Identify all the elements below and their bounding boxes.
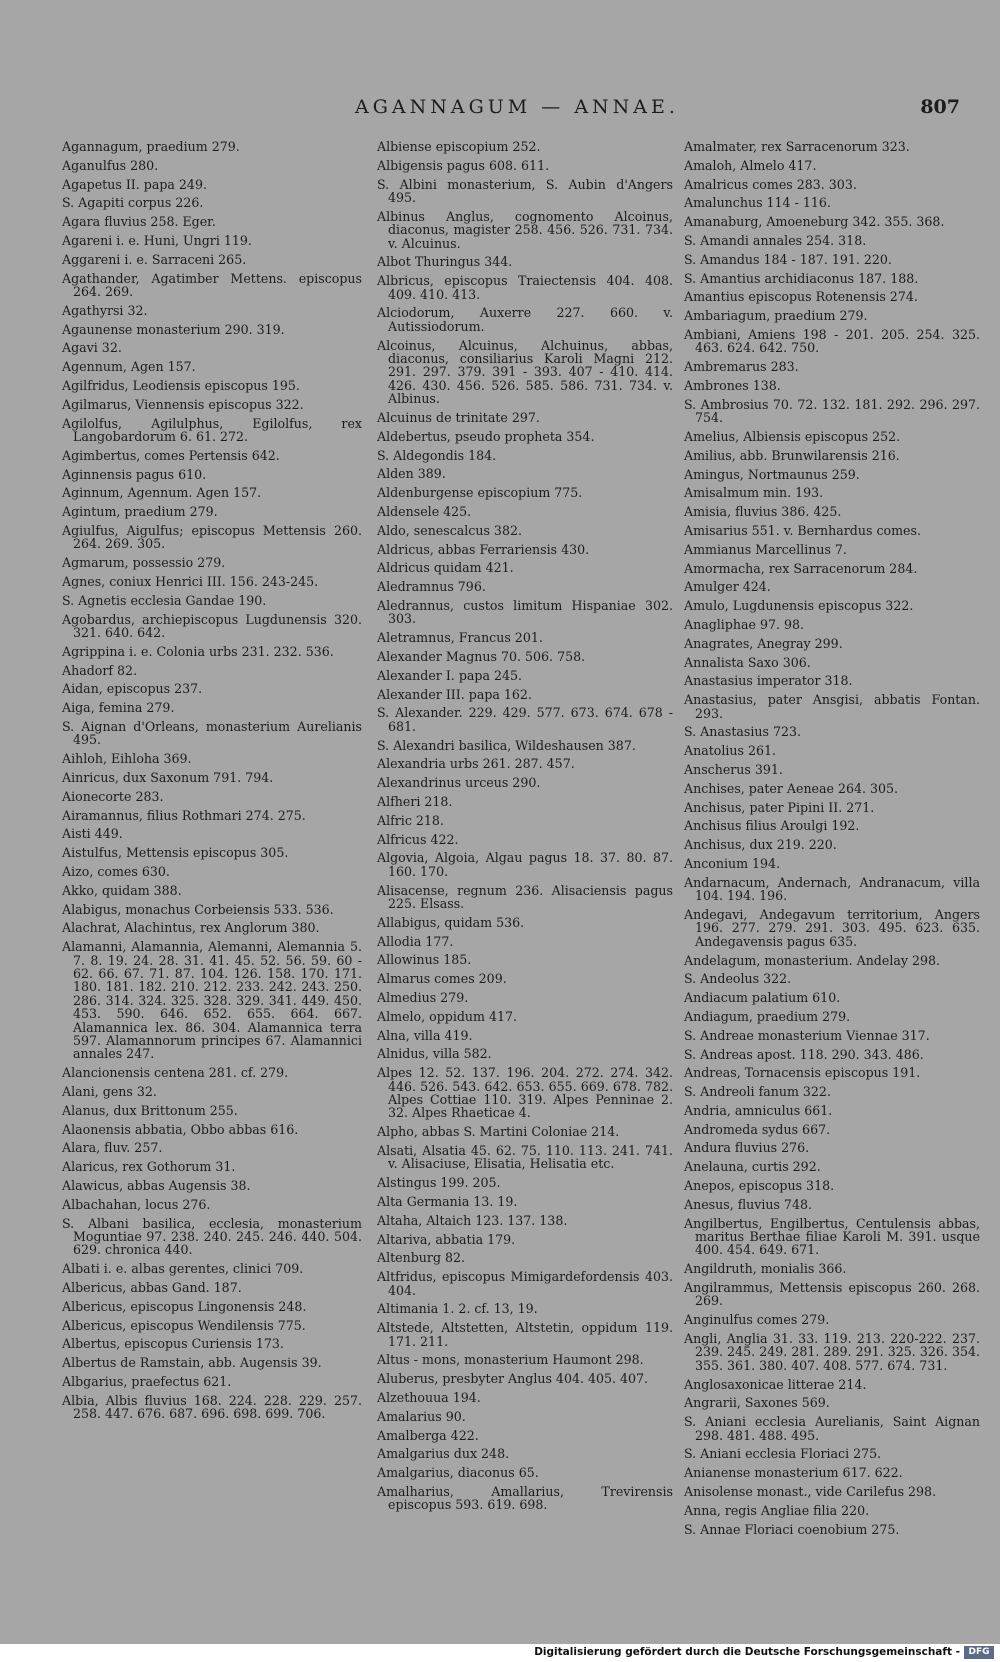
index-column-3 xyxy=(684,140,980,1541)
index-entry: Ambrones 138. xyxy=(684,377,781,393)
index-entry: Agilmarus, Viennensis episcopus 322. xyxy=(62,396,304,412)
footer xyxy=(0,1644,1000,1662)
index-entry: Agathyrsi 32. xyxy=(62,302,148,318)
index-entry: Aluberus, presbyter Anglus 404. 405. 407. xyxy=(377,1371,649,1387)
index-entry: Albot Thuringus 344. xyxy=(377,254,513,270)
index-entry: Agintum, praedium 279. xyxy=(62,504,218,520)
index-entry: S. Andreas apost. 118. 290. 343. 486. xyxy=(684,1046,924,1062)
index-entry: Alfheri 218. xyxy=(377,793,453,809)
index-entry: Amantius episcopus Rotenensis 274. xyxy=(684,289,918,305)
index-entry: Amisalmum min. 193. xyxy=(684,485,824,501)
index-entry: Anisolense monast., vide Carilefus 298. xyxy=(684,1484,937,1500)
index-entry: Andelagum, monasterium. Andelay 298. xyxy=(684,952,941,968)
index-entry: S. Andreoli fanum 322. xyxy=(684,1084,831,1100)
index-entry: Aizo, comes 630. xyxy=(62,863,170,879)
index-entry: Alancionensis centena 281. cf. 279. xyxy=(62,1065,289,1081)
index-entry: Agavi 32. xyxy=(62,340,122,356)
index-entry: Anagrates, Anegray 299. xyxy=(684,635,843,651)
index-entry: Amalunchus 114 - 116. xyxy=(684,195,831,211)
index-entry: S. Amandus 184 - 187. 191. 220. xyxy=(684,251,892,267)
index-entry: Andegavi, Andegavum territorium, Angers 196. 277. 279. 291. 303. 495. 623. 635. Andegavensis pagus 635. xyxy=(684,906,980,949)
index-entry: Allabigus, quidam 536. xyxy=(377,914,525,930)
index-entry: Amisia, fluvius 386. 425. xyxy=(684,504,842,520)
index-entry: Aggareni i. e. Sarraceni 265. xyxy=(62,251,247,267)
index-entry: Agara fluvius 258. Eger. xyxy=(62,214,216,230)
index-entry: Alachrat, Alachintus, rex Anglorum 380. xyxy=(62,920,320,936)
index-entry: Anesus, fluvius 748. xyxy=(684,1196,812,1212)
index-entry: Alna, villa 419. xyxy=(377,1027,473,1043)
index-entry: Anna, regis Angliae filia 220. xyxy=(684,1502,870,1518)
index-entry: Anchisus filius Aroulgi 192. xyxy=(684,818,860,834)
index-entry: Aldensele 425. xyxy=(377,504,472,520)
page-header xyxy=(0,96,1000,122)
index-entry: Agaunense monasterium 290. 319. xyxy=(62,321,285,337)
index-entry: Amalharius, Amallarius, Trevirensis episcopus 593. 619. 698. xyxy=(377,1483,673,1513)
index-entry: Altariva, abbatia 179. xyxy=(377,1231,516,1247)
index-entry: Aidan, episcopus 237. xyxy=(62,681,203,697)
index-entry: Aldricus quidam 421. xyxy=(377,560,514,576)
index-entry: Alsati, Alsatia 45. 62. 75. 110. 113. 241. 741. v. Alisaciuse, Elisatia, Helisatia etc. xyxy=(377,1142,673,1172)
index-entry: S. Agapiti corpus 226. xyxy=(62,195,204,211)
index-entry: Aionecorte 283. xyxy=(62,788,164,804)
index-entry: Agennum, Agen 157. xyxy=(62,359,196,375)
index-entry: Agathander, Agatimber Mettens. episcopus 264. 269. xyxy=(62,270,362,299)
index-entry: Agmarum, possessio 279. xyxy=(62,555,226,571)
index-entry: Aginnum, Agennum. Agen 157. xyxy=(62,485,262,501)
index-entry: Alfricus 422. xyxy=(377,831,459,847)
index-entry: Alexandrinus urceus 290. xyxy=(377,775,541,791)
index-entry: Aletramnus, Francus 201. xyxy=(377,630,543,646)
index-entry: Aldricus, abbas Ferrariensis 430. xyxy=(377,541,590,557)
index-entry: Altstede, Altstetten, Altstetin, oppidum 119. 171. 211. xyxy=(377,1320,673,1349)
index-entry: Alzethouua 194. xyxy=(377,1389,481,1405)
index-entry: Altenburg 82. xyxy=(377,1250,466,1266)
index-entry: Alexander I. papa 245. xyxy=(377,667,523,683)
index-entry: S. Ambrosius 70. 72. 132. 181. 292. 296. 297. 754. xyxy=(684,396,980,426)
index-entry: S. Agnetis ecclesia Gandae 190. xyxy=(62,592,267,608)
index-entry: Albati i. e. albas gerentes, clinici 709. xyxy=(62,1261,304,1277)
index-entry: Alexander Magnus 70. 506. 758. xyxy=(377,649,586,664)
index-column-1 xyxy=(62,140,362,1426)
index-entry: Amalarius 90. xyxy=(377,1408,466,1424)
index-entry: Angli, Anglia 31. 33. 119. 213. 220-222. 237. 239. 245. 249. 281. 289. 291. 325. 326. 354. 355. 361. 380. 407. 408. 577. 674. 731. xyxy=(684,1331,980,1373)
index-column-2 xyxy=(377,140,673,1517)
index-entry: Anelauna, curtis 292. xyxy=(684,1159,821,1175)
index-entry: S. Andreae monasterium Viennae 317. xyxy=(684,1027,930,1043)
index-entry: S. Andeolus 322. xyxy=(684,971,792,987)
index-entry: Amulo, Lugdunensis episcopus 322. xyxy=(684,598,914,614)
index-entry: Algovia, Algoia, Algau pagus 18. 37. 80. 87. 160. 170. xyxy=(377,850,673,879)
index-entry: Amalmater, rex Sarracenorum 323. xyxy=(684,139,910,154)
index-entry: Anchises, pater Aeneae 264. 305. xyxy=(684,780,899,796)
index-entry: S. Amandi annales 254. 318. xyxy=(684,232,867,248)
running-title: AGANNAGUM — ANNAE. xyxy=(355,96,679,118)
index-entry: Amalgarius, diaconus 65. xyxy=(377,1465,539,1481)
index-entry: Aginnensis pagus 610. xyxy=(62,466,207,482)
index-entry: Alawicus, abbas Augensis 38. xyxy=(62,1177,251,1193)
index-entry: Altimania 1. 2. cf. 13, 19. xyxy=(377,1301,538,1317)
index-entry: Anscherus 391. xyxy=(684,761,783,777)
index-entry: Alaricus, rex Gothorum 31. xyxy=(62,1159,236,1175)
index-entry: S. Albini monasterium, S. Aubin d'Angers 495. xyxy=(377,176,673,205)
index-entry: S. Aignan d'Orleans, monasterium Aurelianis 495. xyxy=(62,718,362,748)
index-entry: Agimbertus, comes Pertensis 642. xyxy=(62,447,280,463)
index-entry: Andromeda sydus 667. xyxy=(684,1121,831,1137)
index-entry: Alfric 218. xyxy=(377,812,444,828)
index-entry: Anchisus, dux 219. 220. xyxy=(684,837,837,853)
index-entry: Alpes 12. 52. 137. 196. 204. 272. 274. 342. 446. 526. 543. 642. 653. 655. 669. 678. 782. Alpes Cottiae 110. 319. Alpes Penninae 2. 32. Alpes Rhaeticae 4. xyxy=(377,1065,673,1121)
index-entry: Altfridus, episcopus Mimigardefordensis 403. 404. xyxy=(377,1269,673,1298)
index-entry: Agapetus II. papa 249. xyxy=(62,176,207,192)
index-entry: Aledramnus 796. xyxy=(377,579,486,595)
index-entry: Anginulfus comes 279. xyxy=(684,1312,830,1328)
index-entry: Alabigus, monachus Corbeiensis 533. 536. xyxy=(62,901,334,917)
index-entry: Akko, quidam 388. xyxy=(62,882,182,898)
index-entry: Aistulfus, Mettensis episcopus 305. xyxy=(62,845,289,861)
index-entry: Amalgarius dux 248. xyxy=(377,1446,510,1462)
index-entry: Anconium 194. xyxy=(684,855,781,871)
index-entry: Amormacha, rex Sarracenorum 284. xyxy=(684,560,918,576)
index-entry: Allowinus 185. xyxy=(377,952,472,968)
index-entry: Angildruth, monialis 366. xyxy=(684,1261,847,1277)
index-entry: Anglosaxonicae litterae 214. xyxy=(684,1376,867,1392)
index-entry: Angilbertus, Engilbertus, Centulensis abbas, maritus Berthae filiae Karoli M. 391. usque 400. 454. 649. 671. xyxy=(684,1215,980,1258)
index-entry: Agiulfus, Aigulfus; episcopus Mettensis 260. 264. 269. 305. xyxy=(62,522,362,552)
index-entry: Aihloh, Eihloha 369. xyxy=(62,751,192,767)
index-entry: Almedius 279. xyxy=(377,989,469,1005)
index-entry: Altaha, Altaich 123. 137. 138. xyxy=(377,1212,568,1228)
index-entry: Aledrannus, custos limitum Hispaniae 302. 303. xyxy=(377,598,673,627)
index-entry: Amalricus comes 283. 303. xyxy=(684,176,857,192)
index-entry: Aldebertus, pseudo propheta 354. xyxy=(377,428,595,444)
index-entry: Almelo, oppidum 417. xyxy=(377,1008,518,1024)
index-entry: Alnidus, villa 582. xyxy=(377,1046,492,1062)
index-entry: Altus - mons, monasterium Haumont 298. xyxy=(377,1352,644,1368)
index-entry: Albericus, episcopus Lingonensis 248. xyxy=(62,1298,307,1314)
index-entry: Albigensis pagus 608. 611. xyxy=(377,157,550,173)
index-entry: Amaloh, Almelo 417. xyxy=(684,157,817,173)
index-entry: Angilrammus, Mettensis episcopus 260. 268. 269. xyxy=(684,1280,980,1309)
index-entry: Amisarius 551. v. Bernhardus comes. xyxy=(684,522,921,538)
index-entry: Albia, Albis fluvius 168. 224. 228. 229. 257. 258. 447. 676. 687. 696. 698. 699. 706. xyxy=(62,1392,362,1422)
index-entry: Anepos, episcopus 318. xyxy=(684,1178,835,1194)
index-entry: S. Albani basilica, ecclesia, monasterium Moguntiae 97. 238. 240. 245. 246. 440. 504. 629. chronica 440. xyxy=(62,1215,362,1258)
index-entry: Ambariagum, praedium 279. xyxy=(684,308,868,324)
index-entry: Albiense episcopium 252. xyxy=(377,139,541,154)
index-entry: S. Amantius archidiaconus 187. 188. xyxy=(684,270,919,286)
index-entry: Aiga, femina 279. xyxy=(62,700,175,716)
index-entry: Amilius, abb. Brunwilarensis 216. xyxy=(684,447,900,463)
index-entry: Albericus, episcopus Wendilensis 775. xyxy=(62,1317,306,1333)
index-entry: Angrarii, Saxones 569. xyxy=(684,1395,830,1411)
index-entry: Agannagum, praedium 279. xyxy=(62,139,240,154)
index-entry: Ahadorf 82. xyxy=(62,662,138,678)
index-entry: Alanus, dux Brittonum 255. xyxy=(62,1102,238,1118)
index-entry: S. Alexander. 229. 429. 577. 673. 674. 678 - 681. xyxy=(377,705,673,734)
index-entry: Andarnacum, Andernach, Andranacum, villa 104. 194. 196. xyxy=(684,874,980,904)
index-entry: Aisti 449. xyxy=(62,826,123,842)
index-entry: Annalista Saxo 306. xyxy=(684,654,811,670)
index-entry: Anastasius, pater Ansgisi, abbatis Fontan. 293. xyxy=(684,692,980,721)
index-entry: Anianense monasterium 617. 622. xyxy=(684,1465,903,1481)
index-entry: Alexandria urbs 261. 287. 457. xyxy=(377,756,575,772)
index-entry: Anagliphae 97. 98. xyxy=(684,616,805,632)
index-entry: Agilfridus, Leodiensis episcopus 195. xyxy=(62,377,300,393)
page-number: 807 xyxy=(920,96,960,118)
index-entry: Albgarius, praefectus 621. xyxy=(62,1373,232,1389)
index-entry: S. Anastasius 723. xyxy=(684,724,802,740)
index-entry: S. Alexandri basilica, Wildeshausen 387. xyxy=(377,737,636,753)
index-entry: Agareni i. e. Huni, Ungri 119. xyxy=(62,232,252,248)
index-entry: Agnes, coniux Henrici III. 156. 243-245. xyxy=(62,573,319,589)
index-entry: Allodia 177. xyxy=(377,933,454,949)
index-entry: Alamanni, Alamannia, Alemanni, Alemannia 5. 7. 8. 19. 24. 28. 31. 41. 45. 52. 56. 59. 60 - 62. 66. 67. 71. 87. 104. 126. 158. 170. 171. 180. 181. 182. 210. 212. 233. 242. 243. 250. 286. 314. 324. 325. 328. 329. 341. 449. 450. 453. 590. 646. 652. 655. 664. 667. Alamannica lex. 86. 304. Alamannica terra 597. Alamannorum principes 67. Alamannici annales 247. xyxy=(62,939,362,1062)
index-entry: Amingus, Nortmaunus 259. xyxy=(684,466,860,482)
index-entry: Amanaburg, Amoeneburg 342. 355. 368. xyxy=(684,214,945,230)
index-entry: Alta Germania 13. 19. xyxy=(377,1193,518,1209)
index-entry: Ainricus, dux Saxonum 791. 794. xyxy=(62,769,274,785)
index-entry: Anchisus, pater Pipini II. 271. xyxy=(684,799,875,815)
index-entry: S. Annae Floriaci coenobium 275. xyxy=(684,1521,900,1537)
index-entry: Albericus, abbas Gand. 187. xyxy=(62,1279,242,1295)
index-entry: Alara, fluv. 257. xyxy=(62,1140,163,1156)
index-entry: Alcoinus, Alcuinus, Alchuinus, abbas, diaconus, consiliarius Karoli Magni 212. 291. 297. 379. 391 - 393. 407 - 410. 414. 426. 430. 456. 526. 585. 586. 731. 734. v. Albinus. xyxy=(377,337,673,407)
index-entry: Ammianus Marcellinus 7. xyxy=(684,541,847,557)
index-entry: Alaonensis abbatia, Obbo abbas 616. xyxy=(62,1121,299,1137)
index-entry: Alden 389. xyxy=(377,466,446,482)
index-entry: Amelius, Albiensis episcopus 252. xyxy=(684,428,901,444)
index-entry: Albachahan, locus 276. xyxy=(62,1196,211,1212)
index-entry: Albertus, episcopus Curiensis 173. xyxy=(62,1336,284,1352)
index-entry: Alisacense, regnum 236. Alisaciensis pagus 225. Elsass. xyxy=(377,882,673,911)
index-entry: Ambiani, Amiens 198 - 201. 205. 254. 325. 463. 624. 642. 750. xyxy=(684,326,980,356)
index-entry: Alpho, abbas S. Martini Coloniae 214. xyxy=(377,1124,620,1140)
index-entry: Airamannus, filius Rothmari 274. 275. xyxy=(62,807,306,823)
index-entry: S. Aniani ecclesia Floriaci 275. xyxy=(684,1446,882,1462)
index-entry: Aldo, senescalcus 382. xyxy=(377,522,522,538)
index-entry: Alani, gens 32. xyxy=(62,1083,157,1099)
index-entry: S. Aldegondis 184. xyxy=(377,447,497,463)
index-entry: Anatolius 261. xyxy=(684,743,777,759)
footer-credit: Digitalisierung gefördert durch die Deutsche Forschungsgemeinschaft - xyxy=(534,1646,960,1658)
index-entry: Ambremarus 283. xyxy=(684,359,799,375)
index-entry: Alciodorum, Auxerre 227. 660. v. Autissiodorum. xyxy=(377,305,673,334)
dfg-logo: DFG xyxy=(964,1646,994,1659)
index-entry: Albricus, episcopus Traiectensis 404. 408. 409. 410. 413. xyxy=(377,273,673,302)
index-entry: Alexander III. papa 162. xyxy=(377,686,532,702)
index-entry: Andiacum palatium 610. xyxy=(684,990,841,1006)
index-entry: Anastasius imperator 318. xyxy=(684,673,853,689)
index-entry: Agrippina i. e. Colonia urbs 231. 232. 536. xyxy=(62,643,334,659)
index-entry: S. Aniani ecclesia Aurelianis, Saint Aignan 298. 481. 488. 495. xyxy=(684,1414,980,1443)
index-entry: Andria, amniculus 661. xyxy=(684,1102,833,1118)
index-entry: Albinus Anglus, cognomento Alcoinus, diaconus, magister 258. 456. 526. 731. 734. v. Alcuinus. xyxy=(377,208,673,251)
index-entry: Albertus de Ramstain, abb. Augensis 39. xyxy=(62,1355,322,1371)
index-entry: Agobardus, archiepiscopus Lugdunensis 320. 321. 640. 642. xyxy=(62,611,362,640)
index-entry: Agilolfus, Agilulphus, Egilolfus, rex Langobardorum 6. 61. 272. xyxy=(62,415,362,444)
index-entry: Aganulfus 280. xyxy=(62,157,159,173)
index-entry: Almarus comes 209. xyxy=(377,971,507,987)
index-entry: Andiagum, praedium 279. xyxy=(684,1008,851,1024)
index-entry: Aldenburgense episcopium 775. xyxy=(377,485,583,501)
index-entry: Andura fluvius 276. xyxy=(684,1140,810,1156)
index-entry: Alstingus 199. 205. xyxy=(377,1175,501,1191)
index-entry: Amulger 424. xyxy=(684,579,771,595)
index-entry: Andreas, Tornacensis episcopus 191. xyxy=(684,1065,921,1081)
index-entry: Alcuinus de trinitate 297. xyxy=(377,410,540,426)
index-entry: Amalberga 422. xyxy=(377,1427,479,1443)
